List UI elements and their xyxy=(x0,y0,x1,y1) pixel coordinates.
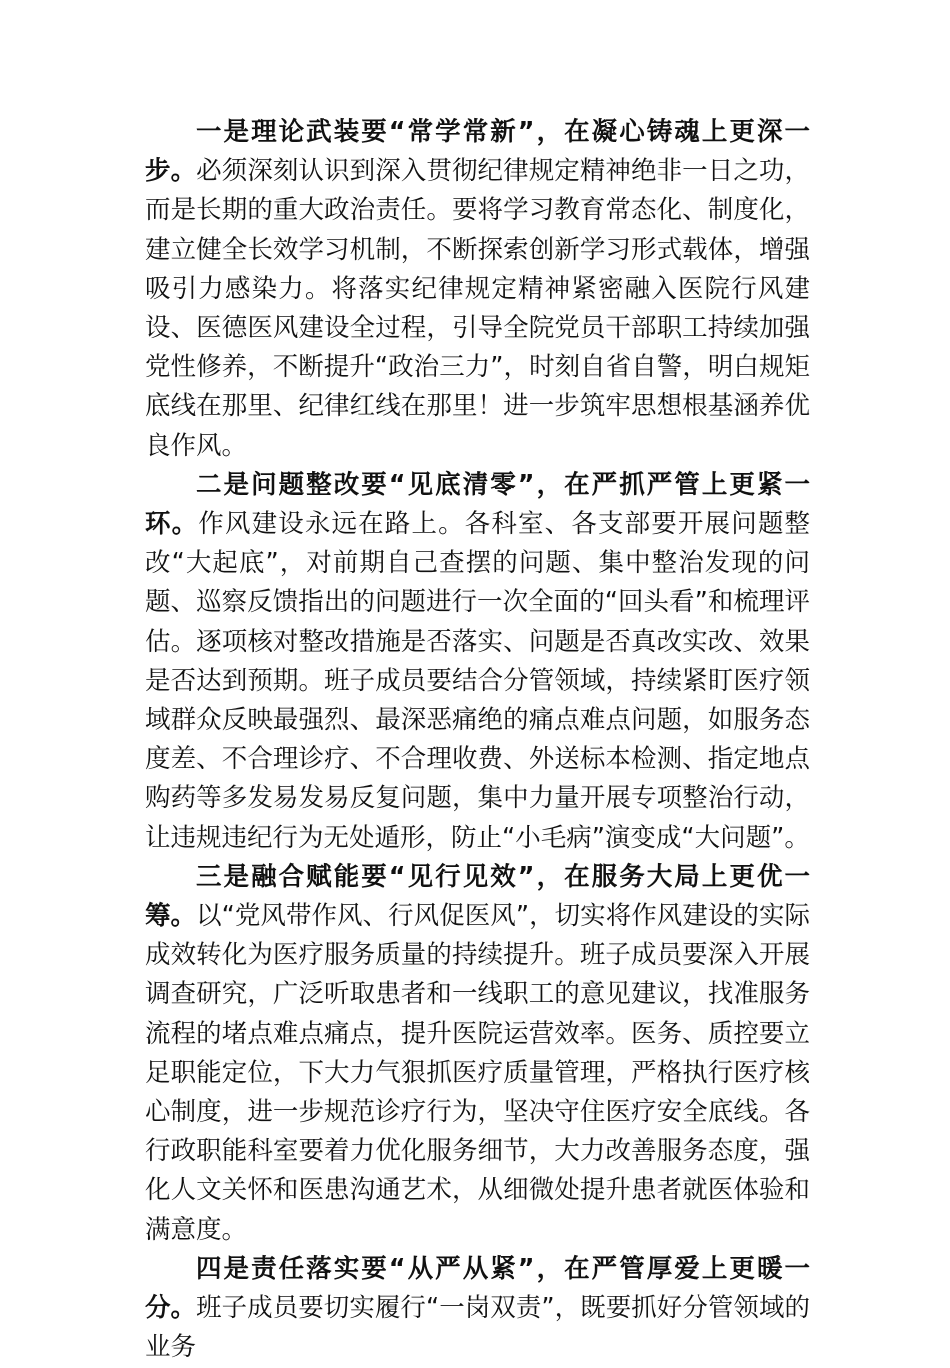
paragraph-theory xyxy=(145,113,810,466)
paragraph-lead: 三是融合赋能要“见行见效”，在服务大局上更优一筹。 xyxy=(145,861,810,932)
paragraph-lead: 一是理论武装要“常学常新”，在凝心铸魂上更深一步。 xyxy=(145,117,810,187)
paragraph-body: 必须深刻认识到深入贯彻纪律规定精神绝非一日之功，而是长期的重大政治责任。要将学习教育常态化、制度化，建立健全长效学习机制，不断探索创新学习形式载体，增强吸引力感染力。将落实纪律规定精神紧密融入医院行风建设、医德医风建设全过程，引导全院党员干部职工持续加强党性修养，不断提升“政治三力”，时刻自省自警，明白规矩底线在那里、纪律红线在那里！进一步筑牢思想根基涵养优良作风。 xyxy=(145,156,810,461)
paragraph-body: 班子成员要切实履行“一岗双责”，既要抓好分管领域的业务 xyxy=(145,1293,810,1363)
paragraph-body: 以“党风带作风、行风促医风”，切实将作风建设的实际成效转化为医疗服务质量的持续提升。班子成员要深入开展调查研究，广泛听取患者和一线职工的意见建议，找准服务流程的堵点难点痛点，提升医院运营效率。医务、质控要立足职能定位，下大力气狠抓医疗质量管理，严格执行医疗核心制度，进一步规范诊疗行为，坚决守住医疗安全底线。各行政职能科室要着力优化服务细节，大力改善服务态度，强化人文关怀和医患沟通艺术，从细微处提升患者就医体验和满意度。 xyxy=(145,901,810,1245)
document-page xyxy=(145,113,810,1368)
paragraph-rectification xyxy=(145,466,810,858)
paragraph-body: 作风建设永远在路上。各科室、各支部要开展问题整改“大起底”，对前期自己查摆的问题、集中整治发现的问题、巡察反馈指出的问题进行一次全面的“回头看”和梳理评估。逐项核对整改措施是否落实、问题是否真改实改、效果是否达到预期。班子成员要结合分管领域，持续紧盯医疗领域群众反映最强烈、最深恶痛绝的痛点难点问题，如服务态度差、不合理诊疗、不合理收费、外送标本检测、指定地点购药等多发易发易反复问题，集中力量开展专项整治行动，让违规违纪行为无处遁形，防止“小毛病”演变成“大问题”。 xyxy=(145,509,810,853)
paragraph-integration xyxy=(145,858,810,1250)
paragraph-lead: 二是问题整改要“见底清零”，在严抓严管上更紧一环。 xyxy=(145,469,810,540)
paragraph-lead: 四是责任落实要“从严从紧”，在严管厚爱上更暖一分。 xyxy=(145,1253,810,1324)
paragraph-responsibility xyxy=(145,1250,810,1368)
